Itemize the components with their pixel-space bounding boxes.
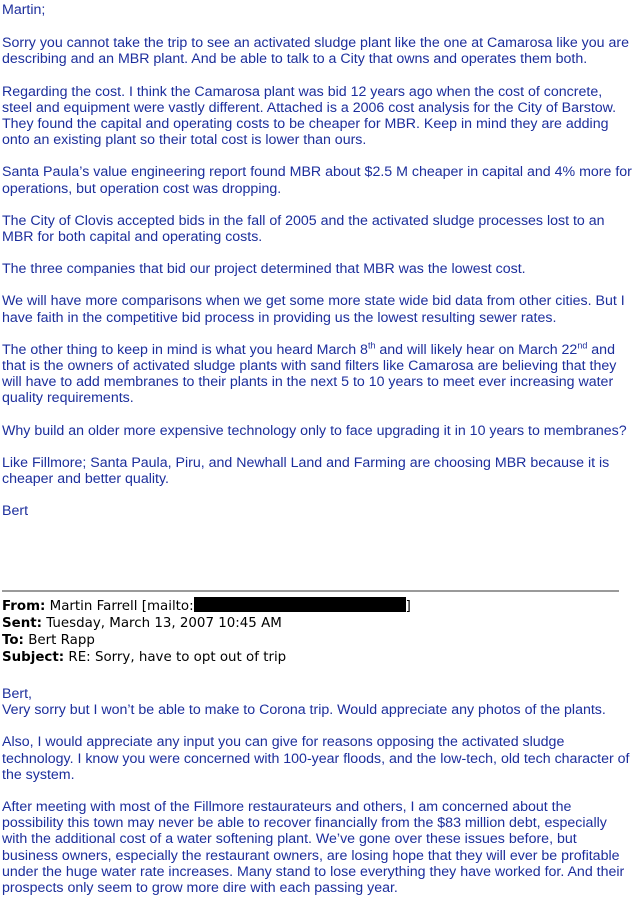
- original-paragraph: Also, I would appreciate any input you can give for reasons opposing the activated sludge technology. I know you were concerned with 100-year floods, and the low-tech, old tech character of the system.: [2, 734, 630, 783]
- to-value: Bert Rapp: [28, 633, 95, 648]
- ordinal-suffix: th: [367, 340, 376, 351]
- from-close: ]: [405, 599, 411, 614]
- sent-value: Tuesday, March 13, 2007 10:45 AM: [46, 616, 282, 631]
- sent-label: Sent:: [2, 616, 43, 631]
- header-to-row: [2, 632, 632, 649]
- original-greeting: Bert,: [2, 686, 32, 702]
- message-divider: [2, 590, 619, 592]
- march-text-part: The other thing to keep in mind is what you heard March 8: [2, 341, 368, 358]
- header-from-row: [2, 597, 632, 615]
- header-subject-row: [2, 649, 632, 666]
- reply-paragraph: We will have more comparisons when we get some more state wide bid data from other cities. But I have faith in the competitive bid process in providing us the lowest resulting sewer rates.: [2, 293, 625, 326]
- reply-paragraph: Why build an older more expensive technology only to face upgrading it in 10 years to membranes?: [2, 422, 627, 439]
- reply-paragraph: Regarding the cost. I think the Camarosa plant was bid 12 years ago when the cost of concrete, steel and equipment were vastly different. Attached is a 2006 cost analysis for the City of Barstow. They found the capital and operating costs to be cheaper for MBR. Keep in mind they are adding onto an existing plant so their total cost is lower than ours.: [2, 83, 617, 149]
- email-header: [2, 597, 632, 666]
- reply-paragraph: Santa Paula’s value engineering report found MBR about $2.5 M cheaper in capital and 4% more for operations, but operation cost was dropping.: [2, 164, 632, 197]
- original-paragraph: After meeting with most of the Fillmore restaurateurs and others, I am concerned about the possibility this town may never be able to recover financially from the $83 million debt, especially with the additional cost of a water softening plant. We’ve gone over these issues before, but business owners, especially the restaurant owners, are losing hope that they will ever be profitable under the huge water rate increases. Many stand to lose everything they have worked for. And their prospects only seem to grow more dire with each passing year.: [2, 799, 625, 897]
- reply-paragraph: The City of Clovis accepted bids in the fall of 2005 and the activated sludge processes lost to an MBR for both capital and operating costs.: [2, 212, 605, 246]
- subject-label: Subject:: [2, 650, 65, 665]
- to-label: To:: [2, 633, 24, 648]
- reply-message: [2, 2, 632, 535]
- original-paragraph: Very sorry but I won’t be able to make to Corona trip. Would appreciate any photos of the plants.: [2, 702, 606, 719]
- header-sent-row: [2, 615, 632, 632]
- ordinal-suffix: nd: [577, 340, 588, 351]
- march-text-part: and will likely hear on March 22: [375, 341, 578, 358]
- redacted-email-address: [194, 597, 406, 612]
- from-label: From:: [2, 599, 46, 614]
- reply-paragraph: The three companies that bid our project determined that MBR was the lowest cost.: [2, 261, 526, 278]
- reply-paragraph: Sorry you cannot take the trip to see an activated sludge plant like the one at Camarosa like you are describing and an MBR plant. And be able to talk to a City that owns and operates them both.: [2, 35, 629, 68]
- reply-signature: Bert: [2, 503, 29, 520]
- march-text-part: and that is the owners of activated sludge plants with sand filters like Camarosa are believing that they will have to add membranes to their plants in the next 5 to 10 years to meet ever increasing water quality requirements.: [2, 341, 617, 407]
- reply-paragraph: Like Fillmore; Santa Paula, Piru, and Newhall Land and Farming are choosing MBR because it is cheaper and better quality.: [2, 454, 610, 488]
- subject-value: RE: Sorry, have to opt out of trip: [68, 650, 287, 665]
- reply-paragraph-march: [2, 342, 632, 407]
- from-value: Martin Farrell [mailto:: [49, 599, 194, 614]
- reply-greeting: Martin;: [2, 2, 46, 18]
- original-message: [2, 686, 632, 912]
